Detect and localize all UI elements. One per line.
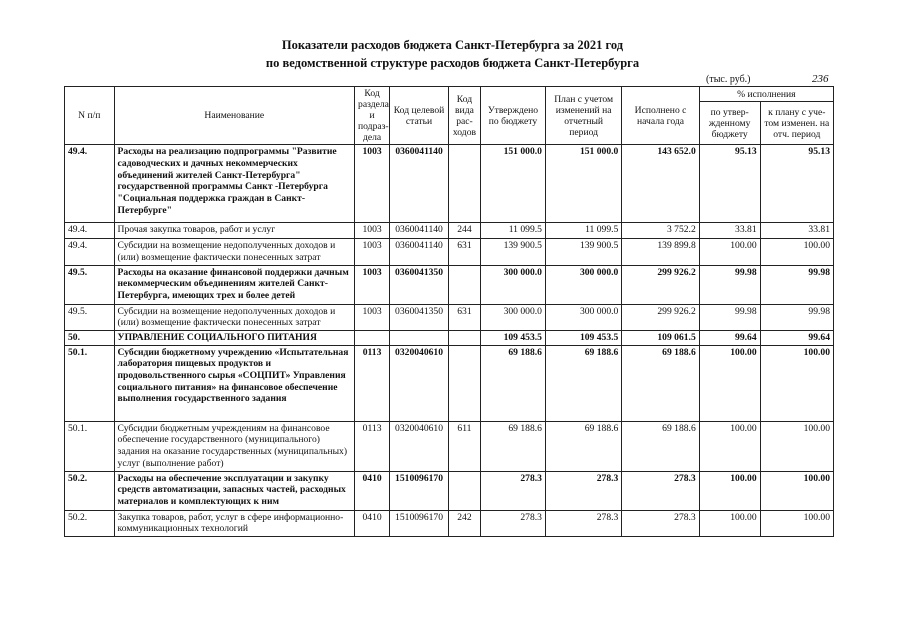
row-expense-type-code [448,265,480,304]
row-number: 49.5. [65,265,115,304]
row-expense-type-code [448,330,480,345]
table-row [65,223,834,239]
row-number: 49.4. [65,239,115,265]
row-expense-type-code: 631 [448,304,480,330]
row-target-code: 1510096170 [390,471,449,510]
row-pct-approved: 100.00 [699,510,760,536]
row-pct-approved: 99.64 [699,330,760,345]
row-executed: 69 188.6 [622,345,699,421]
row-name: Расходы на реализацию подпрограммы "Развитие садоводческих и дачных некоммерческих объединений жителей Санкт-Петербурга" государственной программы Санкт -Петербурга "Социальная поддержка граждан в Санкт-Петербурге" [114,145,355,223]
row-section-code: 0410 [355,510,390,536]
row-expense-type-code: 631 [448,239,480,265]
row-target-code: 0360041350 [390,265,449,304]
row-plan: 11 099.5 [545,223,621,239]
table-row [65,510,834,536]
row-executed: 278.3 [622,471,699,510]
row-target-code [390,330,449,345]
header-approved: Утверждено по бюджету [480,87,545,145]
row-expense-type-code: 242 [448,510,480,536]
row-target-code: 0320040610 [390,421,449,471]
row-plan: 139 900.5 [545,239,621,265]
row-plan: 69 188.6 [545,345,621,421]
report-title: Показатели расходов бюджета Санкт-Петербурга за 2021 год [281,38,624,52]
row-pct-plan: 95.13 [760,145,833,223]
header-plan: План с учетом изменений на отчетный период [545,87,621,145]
row-approved: 69 188.6 [480,421,545,471]
row-pct-approved: 33.81 [699,223,760,239]
row-pct-approved: 100.00 [699,421,760,471]
row-section-code: 0113 [355,345,390,421]
row-approved: 109 453.5 [480,330,545,345]
row-executed: 69 188.6 [622,421,699,471]
row-name: Расходы на обеспечение эксплуатации и закупку средств автоматизации, запасных частей, расходных материалов и комплектующих к ним [114,471,355,510]
row-approved: 300 000.0 [480,265,545,304]
row-pct-plan: 100.00 [760,239,833,265]
table-row [65,471,834,510]
row-section-code: 0113 [355,421,390,471]
row-target-code: 0360041140 [390,223,449,239]
row-executed: 139 899.8 [622,239,699,265]
row-approved: 278.3 [480,471,545,510]
row-approved: 151 000.0 [480,145,545,223]
row-section-code: 1003 [355,145,390,223]
report-subtitle: по ведомственной структуре расходов бюджета Санкт-Петербурга [265,56,640,70]
header-executed: Исполнено с начала года [622,87,699,145]
row-number: 50. [65,330,115,345]
row-number: 50.1. [65,421,115,471]
row-pct-approved: 95.13 [699,145,760,223]
header-pct-approved: по утвер-жденному бюджету [699,102,760,145]
row-pct-approved: 100.00 [699,239,760,265]
row-pct-plan: 100.00 [760,421,833,471]
row-pct-approved: 100.00 [699,471,760,510]
row-pct-plan: 100.00 [760,510,833,536]
row-pct-plan: 99.98 [760,265,833,304]
row-section-code: 1003 [355,304,390,330]
row-expense-type-code: 611 [448,421,480,471]
row-plan: 69 188.6 [545,421,621,471]
row-executed: 143 652.0 [622,145,699,223]
header-num: N п/п [65,87,115,145]
row-plan: 278.3 [545,510,621,536]
row-expense-type-code [448,145,480,223]
table-row [65,330,834,345]
row-approved: 139 900.5 [480,239,545,265]
row-name: Субсидии на возмещение недополученных доходов и (или) возмещение фактически понесенных затрат [114,239,355,265]
row-plan: 151 000.0 [545,145,621,223]
row-expense-type-code: 244 [448,223,480,239]
row-pct-approved: 99.98 [699,304,760,330]
row-expense-type-code [448,345,480,421]
row-section-code [355,330,390,345]
row-approved: 69 188.6 [480,345,545,421]
header-expense-type-code: Код вида рас-ходов [448,87,480,145]
page-number: 236 [812,73,829,85]
table-row [65,421,834,471]
row-executed: 299 926.2 [622,265,699,304]
header-section-code: Код раздела и подраз-дела [355,87,390,145]
header-name: Наименование [114,87,355,145]
row-executed: 109 061.5 [622,330,699,345]
row-number: 49.4. [65,223,115,239]
table-row [65,304,834,330]
row-target-code: 1510096170 [390,510,449,536]
row-section-code: 1003 [355,265,390,304]
row-pct-plan: 99.64 [760,330,833,345]
row-name: Прочая закупка товаров, работ и услуг [114,223,355,239]
row-section-code: 1003 [355,239,390,265]
row-section-code: 1003 [355,223,390,239]
row-approved: 278.3 [480,510,545,536]
row-executed: 278.3 [622,510,699,536]
table-row [65,239,834,265]
row-pct-approved: 99.98 [699,265,760,304]
row-number: 49.5. [65,304,115,330]
units-label: (тыс. руб.) [706,74,751,85]
row-number: 50.2. [65,471,115,510]
row-number: 49.4. [65,145,115,223]
row-target-code: 0360041350 [390,304,449,330]
row-executed: 3 752.2 [622,223,699,239]
table-row [65,145,834,223]
row-name: Закупка товаров, работ, услуг в сфере информационно-коммуникационных технологий [114,510,355,536]
row-executed: 299 926.2 [622,304,699,330]
row-name: Субсидии бюджетному учреждению «Испытательная лаборатория пищевых продуктов и продовольственного сырья «СОЦПИТ» Управления социального питания» на финансовое обеспечение выполнения государственного задания [114,345,355,421]
table-row [65,265,834,304]
row-plan: 300 000.0 [545,304,621,330]
row-pct-plan: 100.00 [760,471,833,510]
header-percent: % исполнения [699,87,833,102]
row-expense-type-code [448,471,480,510]
row-plan: 278.3 [545,471,621,510]
row-approved: 300 000.0 [480,304,545,330]
table-row [65,345,834,421]
row-pct-approved: 100.00 [699,345,760,421]
row-pct-plan: 99.98 [760,304,833,330]
row-number: 50.1. [65,345,115,421]
row-target-code: 0320040610 [390,345,449,421]
row-name: Субсидии бюджетным учреждениям на финансовое обеспечение государственного (муниципального) задания на оказание государственных (муниципальных) услуг (выполнение работ) [114,421,355,471]
row-plan: 109 453.5 [545,330,621,345]
row-pct-plan: 100.00 [760,345,833,421]
row-name: Субсидии на возмещение недополученных доходов и (или) возмещение фактически понесенных затрат [114,304,355,330]
row-target-code: 0360041140 [390,145,449,223]
row-section-code: 0410 [355,471,390,510]
row-target-code: 0360041140 [390,239,449,265]
row-plan: 300 000.0 [545,265,621,304]
row-approved: 11 099.5 [480,223,545,239]
row-number: 50.2. [65,510,115,536]
row-name: Расходы на оказание финансовой поддержки дачным некоммерческим объединениям жителей Санкт-Петербурга, имеющих трех и более детей [114,265,355,304]
header-pct-plan: к плану с уче-том изменен. на отч. период [760,102,833,145]
row-name: УПРАВЛЕНИЕ СОЦИАЛЬНОГО ПИТАНИЯ [114,330,355,345]
expenditure-table [64,86,834,537]
header-target-code: Код целевой статьи [390,87,449,145]
row-pct-plan: 33.81 [760,223,833,239]
